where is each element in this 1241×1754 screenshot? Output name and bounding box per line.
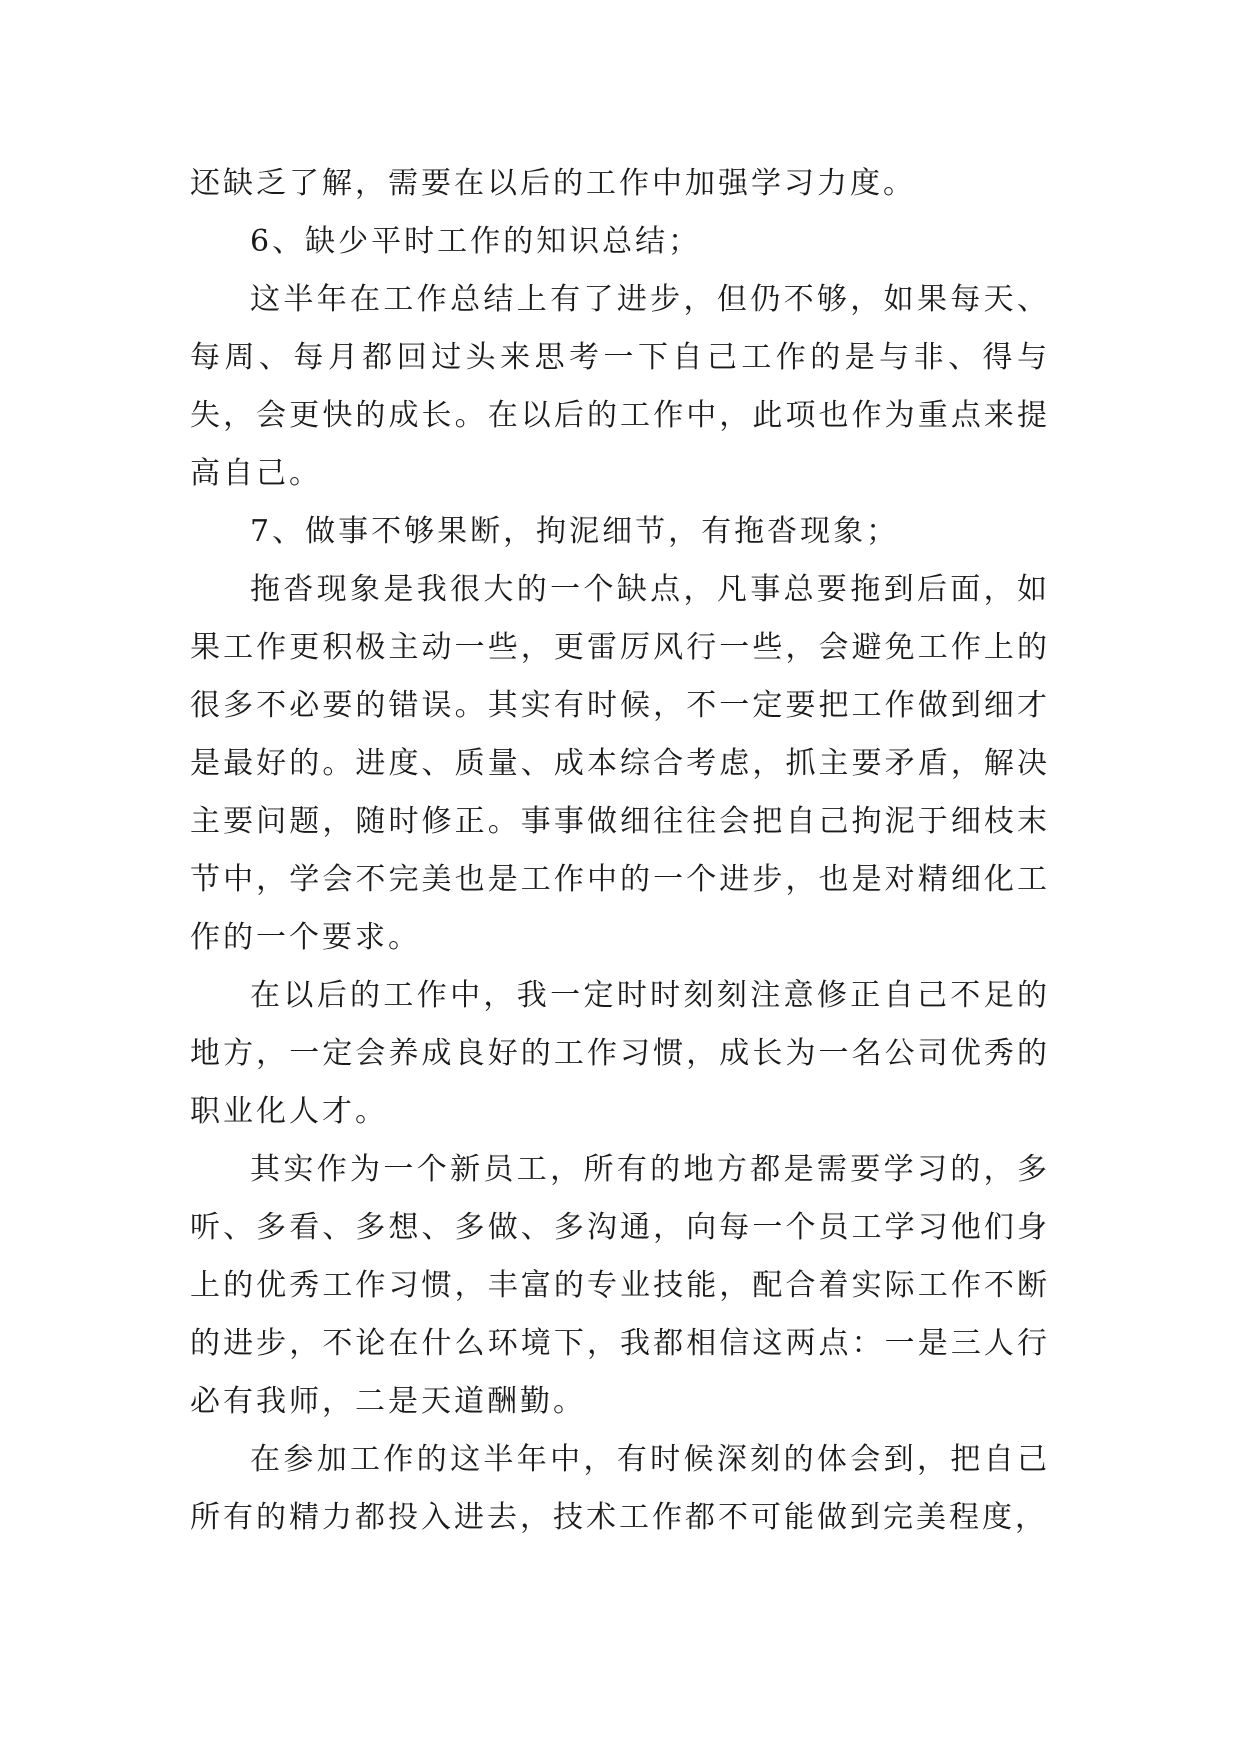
- paragraph-commitment: 在以后的工作中，我一定时时刻刻注意修正自己不足的地方，一定会养成良好的工作习惯，成长为一名公司优秀的职业化人才。: [190, 978, 1050, 1129]
- paragraph-item-7-body: 拖沓现象是我很大的一个缺点，凡事总要拖到后面，如果工作更积极主动一些，更雷厉风行一些，会避免工作上的很多不必要的错误。其实有时候，不一定要把工作做到细才是最好的。进度、质量、成本综合考虑，抓主要矛盾，解决主要问题，随时修正。事事做细往往会把自己拘泥于细枝末节中，学会不完美也是工作中的一个进步，也是对精细化工作的一个要求。: [190, 572, 1050, 955]
- document-body: [190, 155, 1050, 1547]
- paragraph-item-6-body: 这半年在工作总结上有了进步，但仍不够，如果每天、每周、每月都回过头来思考一下自己工作的是与非、得与失，会更快的成长。在以后的工作中，此项也作为重点来提高自己。: [190, 282, 1050, 491]
- paragraph-reflection: 在参加工作的这半年中，有时候深刻的体会到，把自己所有的精力都投入进去，技术工作都不可能做到完美程度，: [190, 1442, 1050, 1535]
- paragraph-new-employee: 其实作为一个新员工，所有的地方都是需要学习的，多听、多看、多想、多做、多沟通，向每一个员工学习他们身上的优秀工作习惯，丰富的专业技能，配合着实际工作不断的进步，不论在什么环境下，我都相信这两点：一是三人行必有我师，二是天道酬勤。: [190, 1152, 1050, 1419]
- paragraph-continuation: 还缺乏了解，需要在以后的工作中加强学习力度。: [190, 166, 916, 201]
- paragraph-item-7-heading: 7、做事不够果断，拘泥细节，有拖沓现象；: [250, 514, 900, 549]
- paragraph-item-6-heading: 6、缺少平时工作的知识总结；: [250, 224, 702, 259]
